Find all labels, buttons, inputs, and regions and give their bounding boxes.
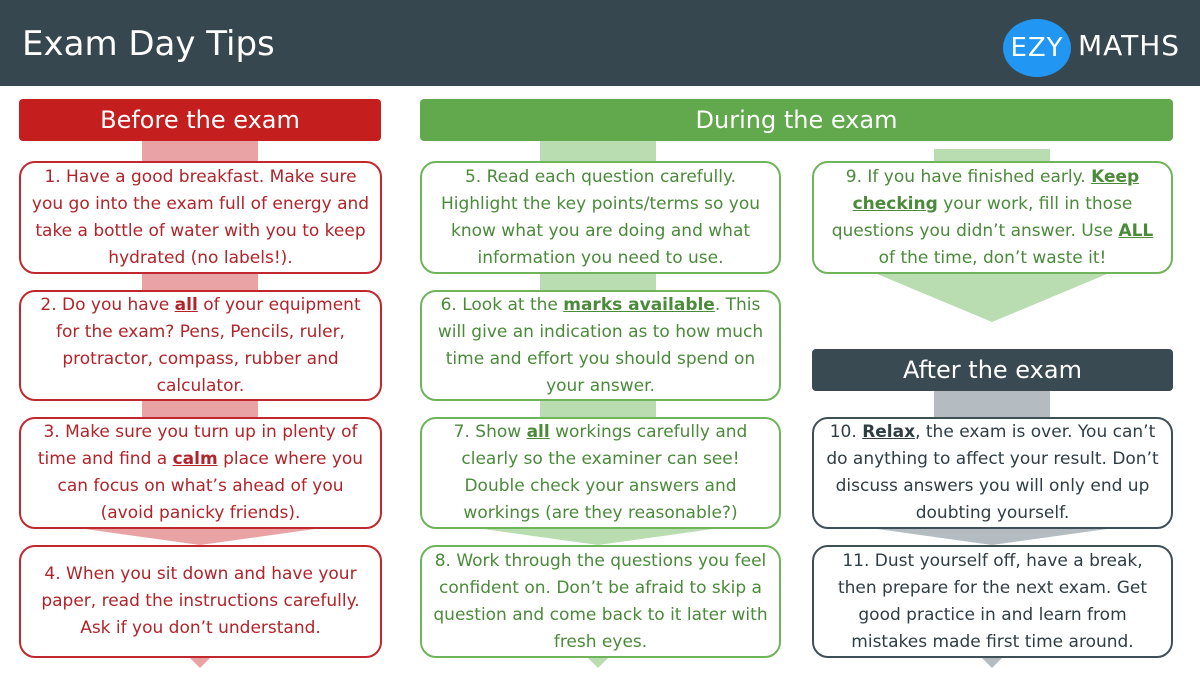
tip-6: 6. Look at the marks available. This will give an indication as to how much time and effort you should spend on your answer. — [420, 290, 781, 401]
header-bar — [0, 0, 1200, 86]
tip-5: 5. Read each question carefully. Highlight the key points/terms so you know what you are doing and what information you need to use. — [420, 161, 781, 274]
emphasis-keep-checking: Keep checking — [852, 166, 1140, 214]
connector — [540, 274, 656, 290]
arrow-head — [483, 529, 713, 545]
after-exam-banner: After the exam — [812, 349, 1173, 391]
arrow-head — [877, 274, 1107, 322]
emphasis-all-caps: ALL — [1118, 220, 1154, 241]
emphasis-all: all — [526, 422, 550, 442]
logo-circle: EZY — [1003, 19, 1071, 77]
arrow-head — [85, 529, 315, 545]
connector — [142, 401, 258, 417]
arrow-head — [190, 658, 210, 668]
page-title: Exam Day Tips — [22, 24, 275, 64]
connector — [540, 401, 656, 417]
emphasis-calm: calm — [172, 449, 218, 469]
emphasis-marks-available: marks available — [563, 294, 715, 315]
emphasis-relax: Relax — [862, 422, 916, 442]
connector — [934, 391, 1050, 417]
tip-9: 9. If you have finished early. Keep checking your work, fill in those questions you didn’t answer. Use ALL of the time, don’t waste it! — [812, 161, 1173, 274]
arrow-head — [877, 529, 1107, 545]
tip-4: 4. When you sit down and have your paper, read the instructions carefully. Ask if you don’t understand. — [19, 545, 382, 658]
arrow-head — [588, 658, 608, 668]
connector — [540, 141, 656, 161]
connector — [934, 149, 1050, 161]
before-exam-banner: Before the exam — [19, 99, 381, 141]
tip-10: 10. Relax, the exam is over. You can’t do anything to affect your result. Don’t discuss answers you will only end up doubting yourself. — [812, 417, 1173, 529]
connector — [142, 141, 258, 161]
tip-11: 11. Dust yourself off, have a break, then prepare for the next exam. Get good practice in and learn from mistakes made first time around. — [812, 545, 1173, 658]
emphasis-all: all — [174, 294, 198, 315]
during-exam-banner: During the exam — [420, 99, 1173, 141]
logo-text: MATHS — [1078, 29, 1181, 62]
tip-3: 3. Make sure you turn up in plenty of time and find a calm place where you can focus on what’s ahead of you (avoid panicky friends). — [19, 417, 382, 529]
tip-1: 1. Have a good breakfast. Make sure you go into the exam full of energy and take a bottle of water with you to keep hydrated (no labels!). — [19, 161, 382, 274]
arrow-head — [982, 658, 1002, 668]
tip-8: 8. Work through the questions you feel confident on. Don’t be afraid to skip a question and come back to it later with fresh eyes. — [420, 545, 781, 658]
tip-2: 2. Do you have all of your equipment for the exam? Pens, Pencils, ruler, protractor, compass, rubber and calculator. — [19, 290, 382, 401]
tip-7: 7. Show all workings carefully and clearly so the examiner can see! Double check your answers and workings (are they reasonable?) — [420, 417, 781, 529]
connector — [142, 274, 258, 290]
